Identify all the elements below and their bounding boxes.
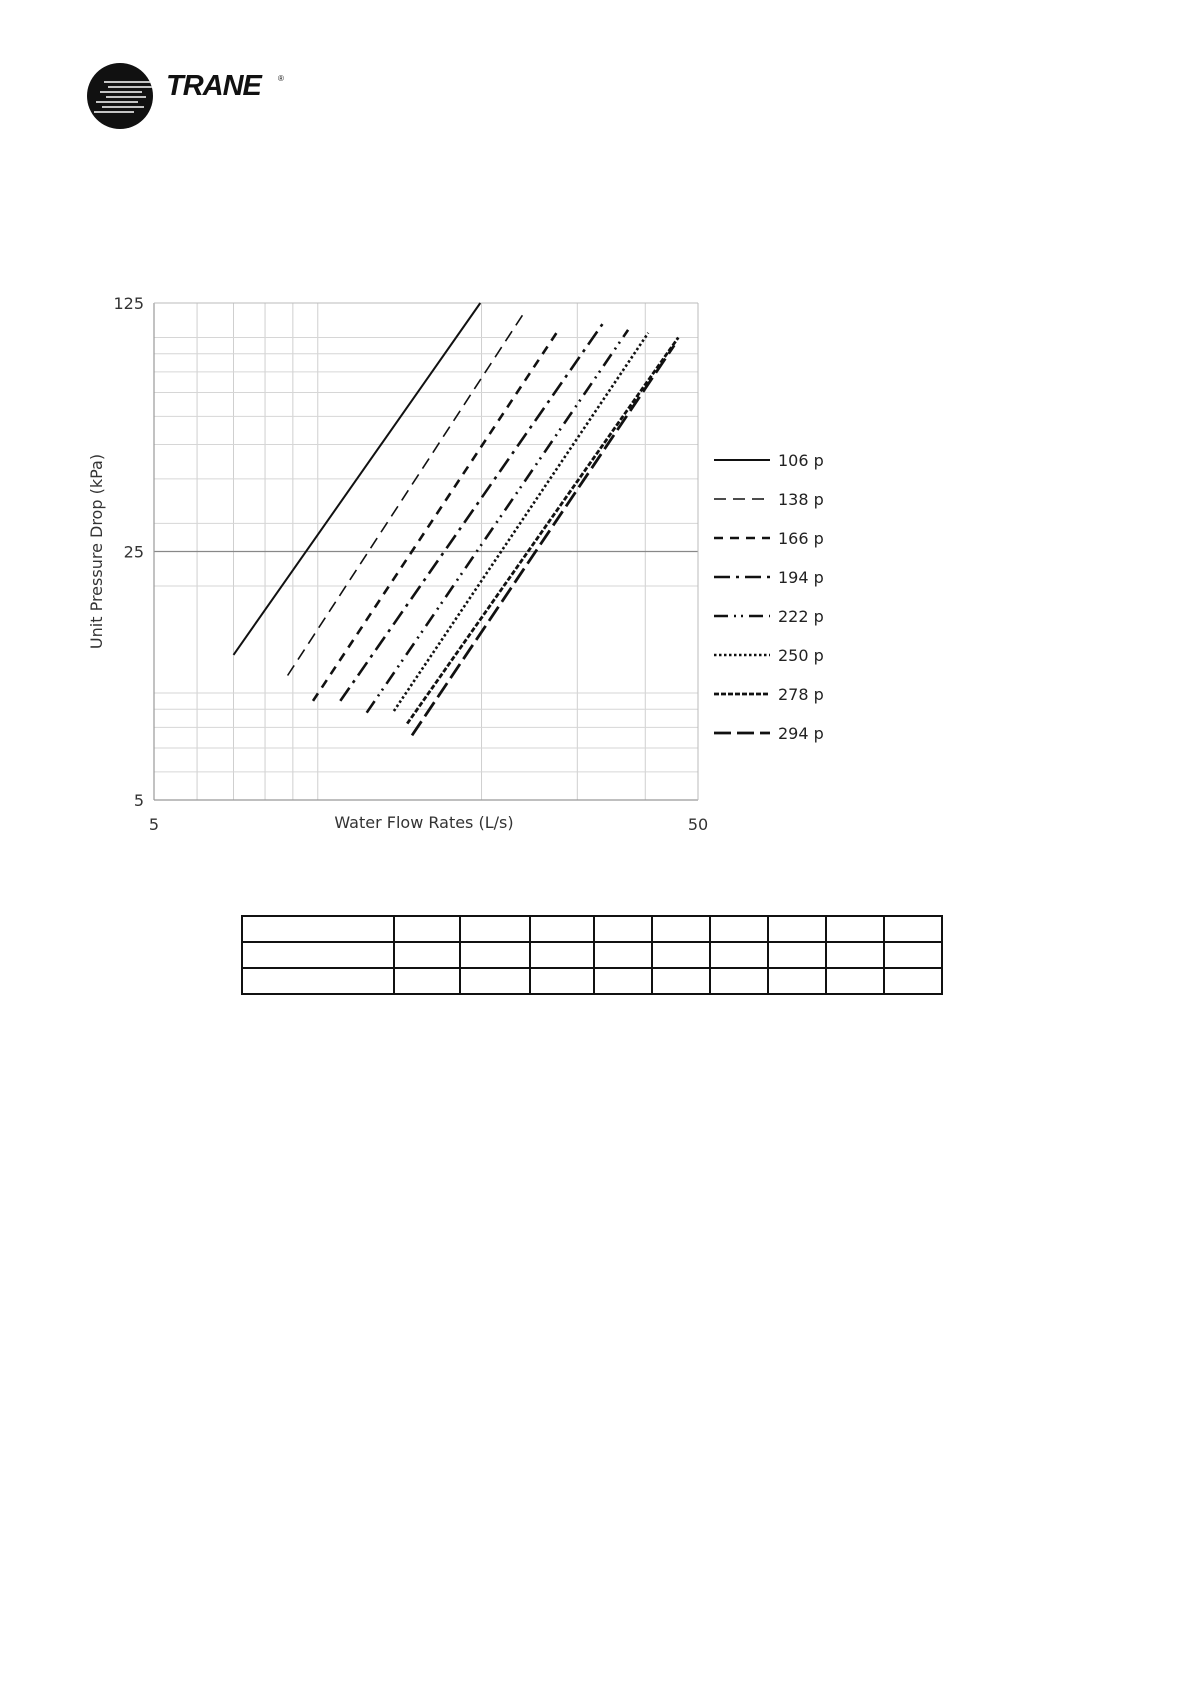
table-cell — [884, 942, 942, 968]
table-cell — [652, 968, 710, 994]
spec-table — [241, 915, 943, 995]
x-tick-label: 50 — [687, 815, 709, 834]
table-cell — [594, 968, 652, 994]
table-row — [242, 968, 942, 994]
y-axis-label: Unit Pressure Drop (kPa) — [87, 453, 106, 650]
chart-ticks — [113, 294, 708, 834]
table-cell — [826, 916, 884, 942]
table-cell — [826, 942, 884, 968]
table-cell — [394, 916, 460, 942]
series-line-278-p — [407, 338, 678, 724]
series-line-194-p — [340, 323, 603, 701]
table-cell — [652, 942, 710, 968]
table-cell — [594, 942, 652, 968]
table-cell — [710, 916, 768, 942]
table-cell — [530, 942, 594, 968]
trane-logo — [86, 62, 296, 130]
table-cell — [768, 968, 826, 994]
table-cell — [460, 968, 530, 994]
table-cell — [394, 942, 460, 968]
table-cell — [884, 968, 942, 994]
legend-label: 250 p — [778, 646, 824, 665]
legend-label: 294 p — [778, 724, 824, 743]
table-cell — [530, 968, 594, 994]
y-tick-label: 125 — [113, 294, 144, 313]
table-cell — [394, 968, 460, 994]
table-cell — [242, 968, 394, 994]
legend-label: 194 p — [778, 568, 824, 587]
x-tick-label: 5 — [148, 815, 160, 834]
table-cell — [530, 916, 594, 942]
y-tick-label: 5 — [133, 791, 144, 810]
y-tick-label: 25 — [123, 542, 144, 562]
series-line-222-p — [367, 330, 628, 713]
chart-legend — [714, 451, 824, 743]
table-cell — [826, 968, 884, 994]
table-cell — [710, 968, 768, 994]
table-cell — [460, 916, 530, 942]
chart-grid — [154, 303, 698, 800]
table-cell — [242, 942, 394, 968]
trane-circle-logo-icon — [86, 62, 154, 130]
legend-label: 166 p — [778, 529, 824, 548]
table-cell — [460, 942, 530, 968]
table-row — [242, 942, 942, 968]
pressure-drop-chart — [80, 280, 840, 850]
legend-label: 222 p — [778, 607, 824, 626]
table-cell — [768, 942, 826, 968]
legend-label: 278 p — [778, 685, 824, 704]
table-row — [242, 916, 942, 942]
table-cell — [710, 942, 768, 968]
chart-series — [234, 303, 679, 735]
table-cell — [594, 916, 652, 942]
x-axis-label: Water Flow Rates (L/s) — [334, 813, 514, 832]
table-cell — [652, 916, 710, 942]
legend-label: 138 p — [778, 490, 824, 509]
table-cell — [242, 916, 394, 942]
registered-mark: ® — [278, 74, 284, 83]
table-cell — [768, 916, 826, 942]
table-cell — [884, 916, 942, 942]
series-line-138-p — [288, 312, 525, 676]
legend-label: 106 p — [778, 451, 824, 470]
series-line-166-p — [313, 330, 559, 701]
logo-wordmark: TRANE — [166, 70, 261, 102]
